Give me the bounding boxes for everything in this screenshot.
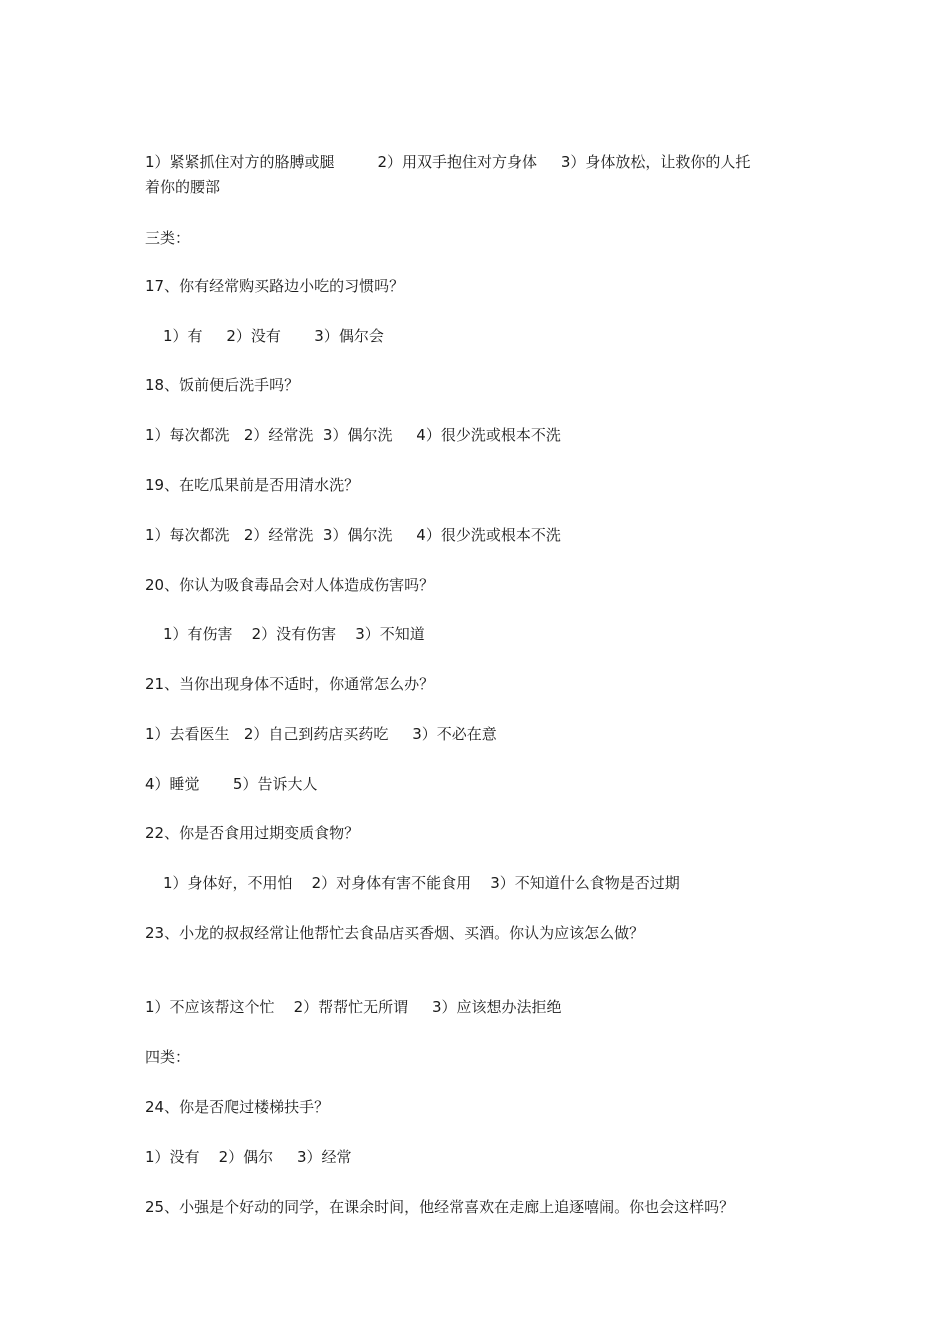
q16-options-line-2: 着你的腰部 [145,178,221,196]
question-21-options-line-1: 1）去看医生 2）自己到药店买药吃 3）不必在意 [145,725,497,743]
question-17: 17、你有经常购买路边小吃的习惯吗？ [145,277,405,295]
question-20-options: 1）有伤害 2）没有伤害 3）不知道 [163,625,425,643]
question-19: 19、在吃瓜果前是否用清水洗？ [145,476,360,494]
question-22: 22、你是否食用过期变质食物？ [145,824,360,842]
question-24-options: 1）没有 2）偶尔 3）经常 [145,1148,352,1166]
question-20: 20、你认为吸食毒品会对人体造成伤害吗？ [145,576,435,594]
question-25: 25、小强是个好动的同学，在课余时间，他经常喜欢在走廊上追逐嘻闹。你也会这样吗？ [145,1198,735,1216]
question-21: 21、当你出现身体不适时，你通常怎么办？ [145,675,435,693]
q16-options-line-1: 1）紧紧抓住对方的胳膊或腿 2）用双手抱住对方身体 3）身体放松，让救你的人托 [145,153,751,171]
question-24: 24、你是否爬过楼梯扶手？ [145,1098,330,1116]
question-23: 23、小龙的叔叔经常让他帮忙去食品店买香烟、买酒。你认为应该怎么做？ [145,924,645,942]
question-19-options: 1）每次都洗 2）经常洗 3）偶尔洗 4）很少洗或根本不洗 [145,526,561,544]
question-22-options: 1）身体好，不用怕 2）对身体有害不能食用 3）不知道什么食物是否过期 [163,874,680,892]
question-18: 18、饭前便后洗手吗？ [145,376,300,394]
section-heading-4: 四类： [145,1048,191,1066]
question-21-options-line-2: 4）睡觉 5）告诉大人 [145,775,318,793]
question-18-options: 1）每次都洗 2）经常洗 3）偶尔洗 4）很少洗或根本不洗 [145,426,561,444]
section-heading-3: 三类： [145,229,191,247]
question-17-options: 1）有 2）没有 3）偶尔会 [163,327,384,345]
question-23-options: 1）不应该帮这个忙 2）帮帮忙无所谓 3）应该想办法拒绝 [145,998,562,1016]
